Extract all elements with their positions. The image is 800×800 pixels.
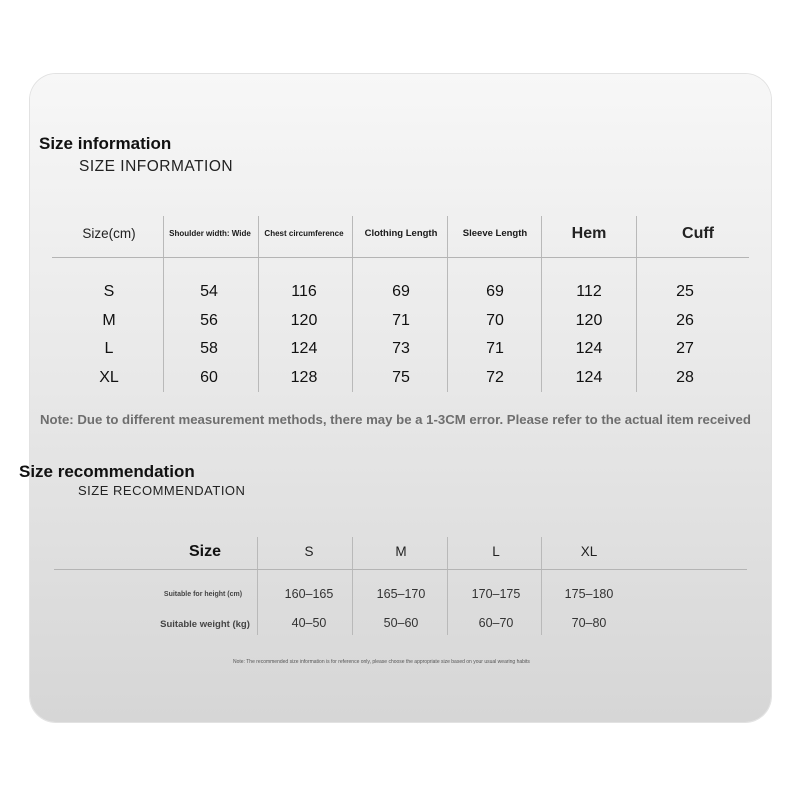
size-rec-title: Size recommendation	[19, 462, 195, 481]
table-cell: 73	[392, 340, 410, 357]
header-cuff: Cuff	[682, 225, 714, 242]
rec-header-m: M	[395, 544, 407, 559]
size-info-subtitle: SIZE INFORMATION	[79, 158, 234, 175]
table-cell: 28	[676, 369, 694, 386]
header-shoulder: Shoulder width: Wide	[169, 229, 251, 238]
header-hem: Hem	[571, 225, 607, 242]
table-cell: 75	[392, 369, 410, 386]
size-rec-subtitle: SIZE RECOMMENDATION	[78, 483, 246, 498]
rec-header-xl: XL	[580, 544, 598, 559]
table-cell: 72	[486, 369, 504, 386]
header-chest: Chest circumference	[264, 229, 344, 238]
table-cell: 27	[676, 340, 694, 357]
weight-label: Suitable weight (kg)	[160, 619, 250, 630]
table-cell: L	[104, 340, 114, 357]
column-divider	[163, 216, 164, 392]
table-cell: 124	[575, 369, 603, 386]
measurement-note: Note: Due to different measurement methods, there may be a 1-3CM error. Please refer to the actual item received	[40, 412, 751, 427]
size-info-title: Size information	[39, 134, 172, 153]
table-cell: 128	[290, 369, 318, 386]
column-divider	[447, 537, 448, 635]
table-cell: 25	[676, 283, 694, 300]
table-cell: 69	[392, 283, 410, 300]
table-cell: 165–170	[376, 587, 426, 601]
table-cell: S	[103, 283, 115, 300]
rec-header-l: L	[492, 544, 500, 559]
height-label: Suitable for height (cm)	[163, 591, 243, 598]
column-divider	[352, 537, 353, 635]
recommendation-footnote: Note: The recommended size information is for reference only, please choose the appropriate size based on your usual wearing habits	[233, 659, 530, 665]
header-sleeve-length: Sleeve Length	[462, 228, 528, 239]
table-cell: M	[102, 312, 116, 329]
table-cell: 26	[676, 312, 694, 329]
table-cell: 56	[200, 312, 218, 329]
column-divider	[447, 216, 448, 392]
table-cell: 60	[200, 369, 218, 386]
column-divider	[636, 216, 637, 392]
table-cell: 58	[200, 340, 218, 357]
column-divider	[541, 216, 542, 392]
column-divider	[541, 537, 542, 635]
header-divider	[52, 257, 749, 258]
table-cell: 54	[200, 283, 218, 300]
table-cell: 71	[486, 340, 504, 357]
table-cell: 50–60	[383, 616, 419, 630]
table-cell: XL	[99, 369, 119, 386]
header-clothing-length: Clothing Length	[364, 228, 438, 239]
table-cell: 170–175	[471, 587, 521, 601]
table-cell: 160–165	[284, 587, 334, 601]
table-cell: 175–180	[564, 587, 614, 601]
table-cell: 40–50	[291, 616, 327, 630]
table-cell: 120	[290, 312, 318, 329]
table-cell: 70–80	[571, 616, 607, 630]
rec-header-s: S	[304, 544, 314, 559]
table-cell: 60–70	[478, 616, 514, 630]
column-divider	[352, 216, 353, 392]
rec-header-size: Size	[188, 543, 222, 560]
column-divider	[257, 537, 258, 635]
table-cell: 120	[575, 312, 603, 329]
header-divider	[54, 569, 747, 570]
table-cell: 124	[290, 340, 318, 357]
column-divider	[258, 216, 259, 392]
table-cell: 71	[392, 312, 410, 329]
table-cell: 70	[486, 312, 504, 329]
table-cell: 112	[576, 283, 602, 300]
table-cell: 116	[291, 283, 317, 300]
table-cell: 69	[486, 283, 504, 300]
header-size: Size(cm)	[82, 226, 136, 241]
table-cell: 124	[575, 340, 603, 357]
